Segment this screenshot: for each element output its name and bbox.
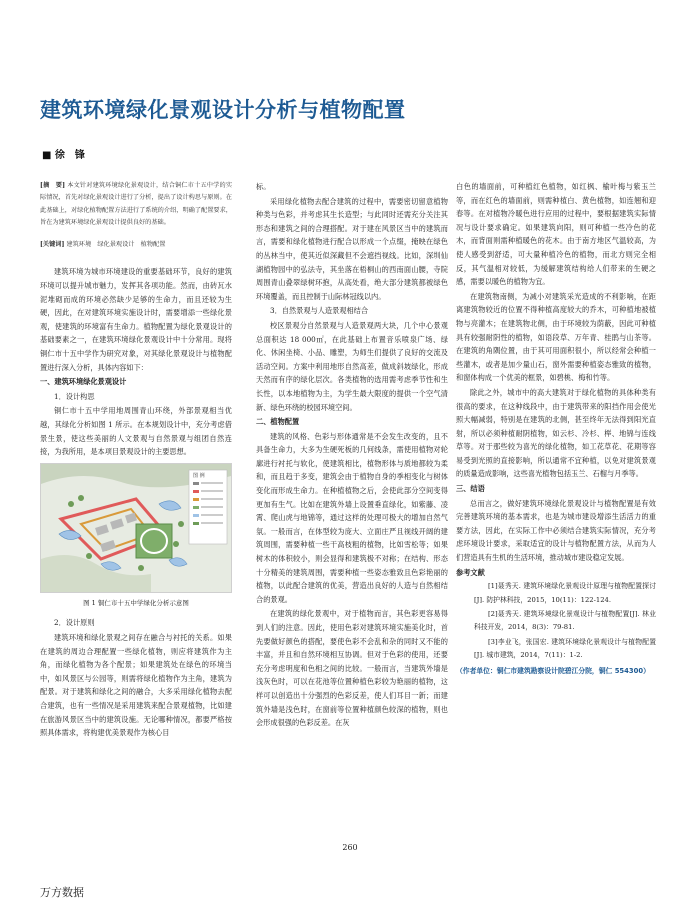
paragraph-continued: 标。	[256, 182, 271, 191]
paragraph-color-continued: 白色的墙面前，可种植红色植物，如红枫、榆叶梅与紫玉兰等，而在红色的墙面前，则需种植白、黄色植物，如连翘和迎春等。在对植物冷暖色进行应用的过程中，要根据建筑实际情况与设计要求确定。如果建筑向阳，则可种植一些冷色的花木，而背面则需种植暖色的花木。由于南方地区气温较高，为使人感受到舒适，可大量种植冷色的植物，而北方则完全相反，其气温相对较低，为缓解建筑结构给人们带来的生硬之感，需要以暖色的植物为宜。	[456, 182, 656, 287]
subsection-heading-1-3: 3．自然景观与人造景观相结合	[270, 306, 369, 316]
abstract-text: 本文针对建筑环境绿化景观设计，结合铜仁市十五中学的实际情况，首先对绿化景观设计进行了分析，提出了设计构思与原则。在此基础上，对绿化植物配置方法进行了系统的介绍，明确了配置要求，旨在为建筑环境绿化景观设计提供良好的基础。	[40, 182, 233, 226]
author-affiliation: （作者单位：铜仁市建筑勘察设计院碧江分院，铜仁 554300）	[456, 666, 650, 675]
intro-paragraph: 建筑环境为城市环境建设的重要基础环节，良好的建筑环境可以提升城市魅力，发挥其各项功能。然而，由砖瓦水泥堆砌而成的环境必然缺少足够的生命力，而且还较为生硬，因此，在对建筑环境实施设计时，需要增添一些绿化景观，使建筑的环境富有生命力。植物配置为绿化景观设计的基础要素之一，在建筑环境绿化景观设计中十分常用。现将铜仁市十五中学作为研究对象，对其绿化景观设计与植物配置进行深入分析，具体内容如下：	[40, 267, 232, 372]
article-title: 建筑环境绿化景观设计分析与植物配置	[40, 98, 406, 122]
subsection-heading-1-2: 2．设计原则	[54, 618, 95, 628]
reference-item: [3]李业飞，张国宏. 建筑环境绿化景观设计与植物配置[J]. 城市建筑，2014，7(11)：1-2.	[474, 637, 656, 660]
keywords-label: [关键词]	[40, 241, 65, 249]
figure-legend-title: 图 例	[193, 472, 205, 479]
paragraph-orientation: 在建筑物南侧，为减小对建筑采光造成的不利影响，在距离建筑物较近的位置不得种植高度较大的乔木，可种植地被植物与亮灌木；在建筑物北侧，由于环境较为荫蔽，因此可种植具有较强耐阴性的植物，如语段草、万年青、桂鹃与山茶等。在建筑的角隅位置，由于其可用面积很小，所以经常会种植一些灌木，或者是加少量山石，窗外需要种植姿态雅致的植物，和窗体构成一个优美的框景，如碧桃、梅和竹等。	[456, 291, 656, 383]
column-1	[40, 180, 232, 741]
paragraph-color-usage: 在建筑的绿化景观中，对于植物而言，其色彩更容易得到人们的注意。因此，使用色彩对建筑环境实施美化时，首先要做好颜色的搭配，要使色彩不会乱和杂的同时又不能的丰富，并且和自然环境相互协调。但对于色彩的使用，还要充分考虑明度和色相之间的比较。一般而言，当建筑外墙是浅灰色时，可以在花池等位置种植色彩较为艳丽的植物，这样可以创造出十分强烈的色彩反差，使人们耳目一新；而建筑外墙是浅色时，在窗前等位置种植颜色较深的植物，则也会形成很强的色彩反差。在灰	[256, 609, 448, 728]
reference-item: [1]聂秀天. 建筑环境绿化景观设计原理与植物配置探讨[J]. 防护林科技，2015，10(11)：122-124.	[474, 582, 656, 604]
figure-1-site-plan	[40, 463, 232, 593]
paragraph-design-principles: 建筑环境和绿化景观之间存在融合与衬托的关系。如果在建筑的周边合理配置一些绿化植物，则应将建筑作为主角，而绿化植物为各个配景；如果建筑处在绿色的环境当中，如风景区与公园等，则需将绿化植物作为主角，建筑为配景。对于建筑和绿化之间的融合，大多采用绿化植物去配合建筑，也有一些情况是采用建筑来配合景观植物，比如建在旅游风景区当中的建筑设施。无论哪种情况，都要严格按照具体需求，将构建优美景观作为核心目	[40, 632, 232, 738]
author-line: ■ 徐 锋	[42, 150, 85, 161]
paragraph-design-concept: 铜仁市十五中学用地周围青山环绕，外部景观相当优越，其绿化分析如图 1 所示。在本规划设计中，充分考虑借景生景，使这些美丽的人文景观与自然景观与组团自然连接，为我所用，是本项目景观设计的主要思想。	[40, 406, 232, 457]
page-number: 260	[342, 843, 358, 852]
paragraph-conclusion: 总而言之，做好建筑环境绿化景观设计与植物配置是有效完善建筑环境的基本需求，也是为城市建设增添生活活力的重要方法，因此，在实际工作中必须结合建筑实际情况，充分考虑环境设计要求，采取适宜的设计与植物配置方法，从而为人们营造具有生机的生活环境，推动城市建设稳定发展。	[456, 498, 656, 563]
subsection-heading-1-1: 1．设计构思	[54, 391, 95, 401]
abstract	[40, 180, 232, 229]
site-plan-illustration	[41, 464, 231, 592]
paragraph-plant-configuration: 建筑的风格、色彩与形体通常是不会发生改变的，且不具备生命力，大多为生硬死板的几何线条，需使用植物对轮廓进行衬托与软化，使建筑相比，植物形体与质地都较为柔和，而且趋于多变，建筑会由于植物自身的季相变化与树体变化而形成生命力。在种植植物之后，会使此部分空间变得更加有生气。比如在建筑外墙上设置垂直绿化，如紫藤、凌霄、爬山虎与地锦等，通过这样的处理可极大的增加自然气氛。一般而言，在体型较为庞大、立面庄严且视线开阔的建筑周围，需要种植一些干高枝粗的植物，比如雪松等；如果树木的体积较小，则会显得和建筑极不对称；在结构、形态十分精美的建筑周围，需要种植一些姿态雅致且色彩艳丽的植物，以此配合建筑的优美，营造出良好的人造与自然相结合的景观。	[256, 431, 448, 604]
column-2	[256, 180, 448, 731]
reference-item: [2]聂秀天. 建筑环境绿化景观设计与植物配置[J]. 林业科技开发，2014，8(3)：79-81.	[474, 610, 656, 632]
paragraph-natural-artificial: 校区景观分自然景观与人造景观两大块，几个中心景观总面积达 18 000㎡，在此基础上布置音乐喷泉广场、绿化、休闲坐椅、小品、雕塑，为师生们提供了良好的交流及活动空间。方案中利用地形自然高差，做成斜坡绿化，形成天然而有序的绿化层次。各类植物的选用需考虑季节性和生长性，以本地植物为主，为学生最大限度的提供一个空气清新、绿色环绕的校园环境空间。	[256, 320, 448, 412]
keywords	[40, 239, 232, 251]
references-heading: 参考文献	[456, 567, 485, 577]
paragraph-tall-buildings: 除此之外，城市中的高大建筑对于绿化植物的具体种类有很高的要求，在这种线段中，由于建筑带来的阳挡作用会使光照大幅减弱，特别是在建筑的北侧，甚至终年无法得到阳光直射，所以必须种植耐阴植物，如云杉、冷杉、榉、地锦与连线草等。对于那些较为喜光的绿化植物，如工花草花、花期等容易受到光照的直接影响，所以通常不宜种植，以免对建筑景观的质量造成影响，这些喜光植物包括玉兰、石榴与月季等。	[456, 387, 656, 479]
section-heading-3: 三、结语	[456, 484, 485, 494]
column-3	[456, 180, 656, 677]
paragraph-plant-matching: 采用绿化植物去配合建筑的过程中，需要密切留意植物种类与色彩，并考虑其生长造型；与此同时还需充分关注其形态和建筑之间的合理搭配。对于建在风景区当中的建筑而言，需要和绿化植物进行配合以形成一个点缀，掩映在绿色的丛林当中，使其近似深藏但不会遮挡视线。比如，深圳仙湖植物园中的弘法寺，其坐落在梧桐山的西南面山腰，寺院周围青山叠翠绿树环抱，从高处看，绝大部分建筑都被绿色环境覆盖，而且控制于山际林冠线以内。	[256, 196, 448, 301]
section-heading-1: 一、建筑环境绿化景观设计	[40, 377, 127, 387]
keywords-text: 建筑环境 绿化景观设计 植物配置	[66, 241, 166, 249]
figure-1-caption: 图 1 铜仁市十五中学绿化分析示意图	[83, 598, 189, 607]
abstract-label: [摘 要]	[40, 182, 66, 189]
section-heading-2: 二、植物配置	[256, 417, 300, 427]
publisher-watermark: 万方数据	[40, 886, 84, 899]
